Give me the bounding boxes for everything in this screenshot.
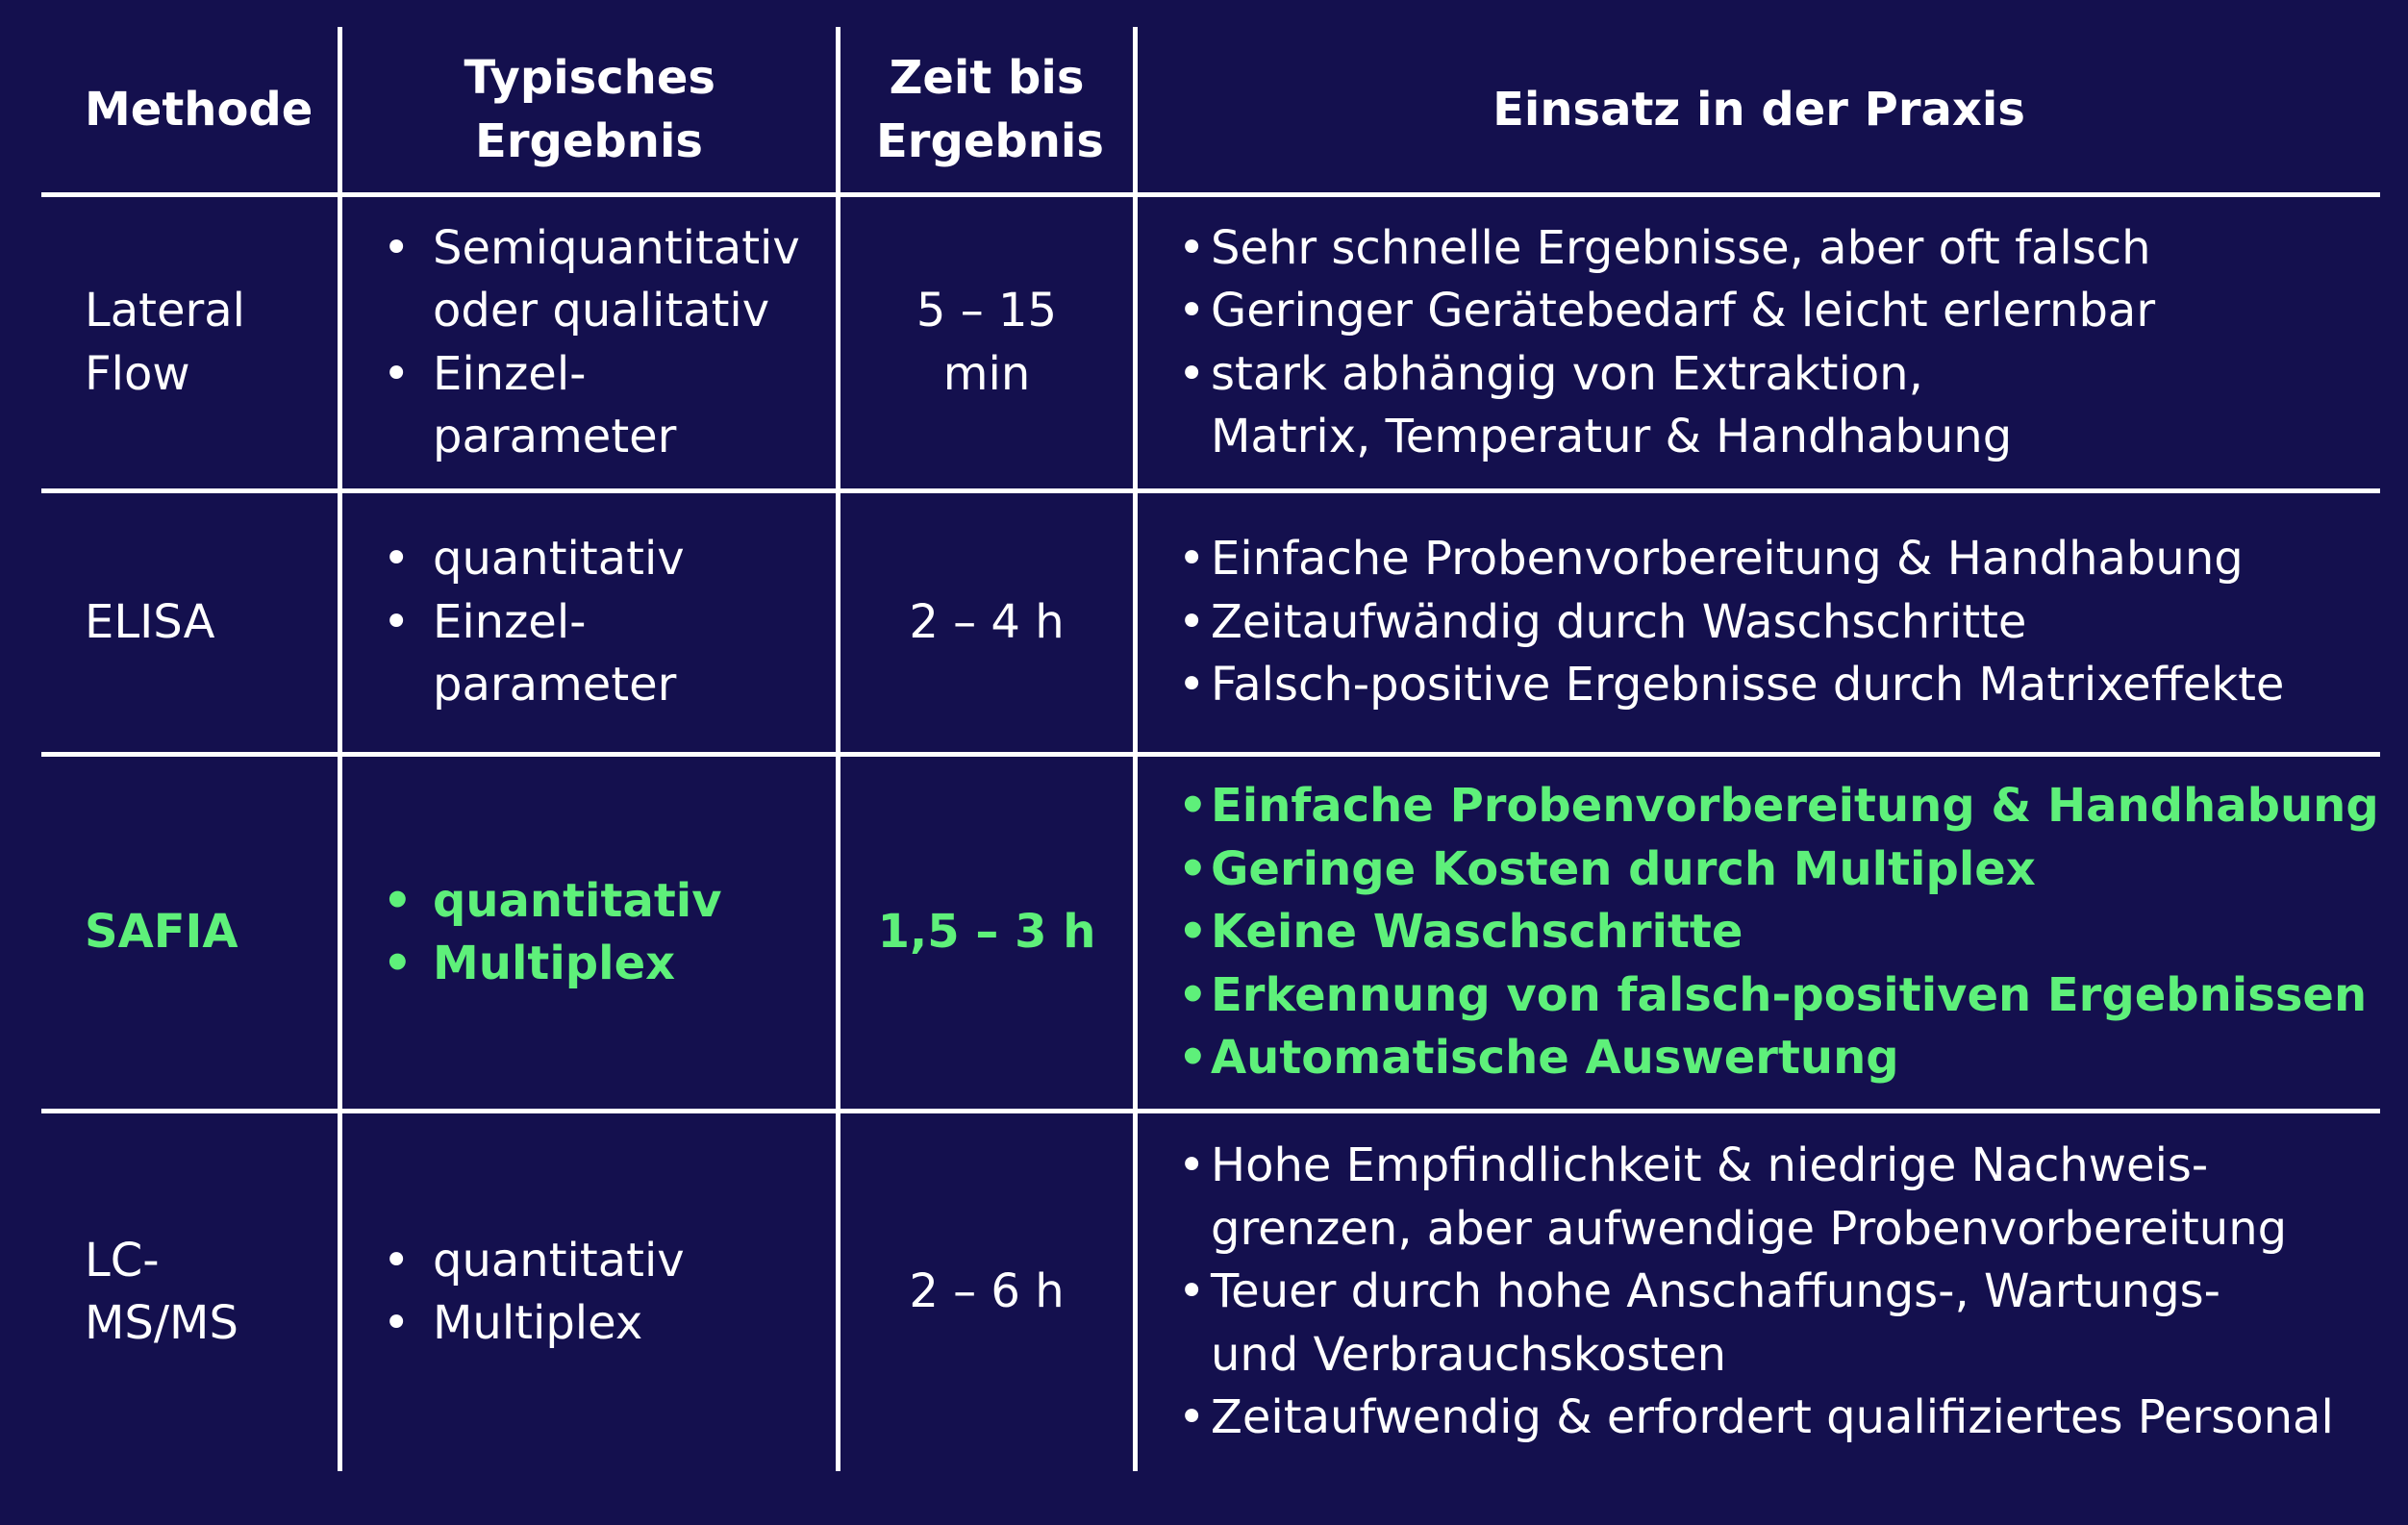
table-row-time: 5 – 15 min bbox=[916, 284, 1058, 401]
list-item: • quantitativ bbox=[383, 1230, 685, 1293]
table-row-result bbox=[383, 493, 835, 752]
header-practice: Einsatz in der Praxis bbox=[1492, 83, 2025, 137]
list-item: • Zeitaufwendig & erfordert qualifiziertes Personal bbox=[1178, 1387, 2334, 1450]
table-row-practice bbox=[1178, 1113, 2380, 1471]
header-method: Methode bbox=[85, 83, 314, 137]
header-time: Zeit bis Ergebnis bbox=[876, 51, 1104, 168]
column-divider-3 bbox=[1133, 27, 1138, 1471]
list-item: • Zeitaufwändig durch Waschschritte bbox=[1178, 591, 2284, 655]
column-divider-1 bbox=[338, 27, 342, 1471]
table-row-method: SAFIA bbox=[85, 905, 238, 960]
table-row-result bbox=[383, 757, 835, 1109]
list-item: • Einzel- parameter bbox=[383, 343, 683, 469]
table-row-result bbox=[383, 1113, 835, 1471]
list-item: • Automatische Auswertung bbox=[1178, 1027, 2379, 1090]
list-item: • Einzel- parameter bbox=[383, 591, 683, 717]
table-row-method: Lateral Flow bbox=[85, 284, 245, 401]
list-item: • Teuer durch hohe Anschaffungs-, Wartungs- und Verbrauchskosten bbox=[1178, 1261, 2334, 1387]
table-row-time: 1,5 – 3 h bbox=[877, 905, 1096, 960]
table-row-practice bbox=[1178, 757, 2380, 1109]
list-item: • Geringer Gerätebedarf & leicht erlernbar bbox=[1178, 280, 2155, 343]
list-item: • quantitativ bbox=[383, 528, 685, 591]
list-item: • Keine Waschschritte bbox=[1178, 901, 2379, 964]
list-item: • Falsch-positive Ergebnisse durch Matrixeffekte bbox=[1178, 654, 2284, 717]
header-result: Typisches Ergebnis bbox=[464, 51, 715, 168]
table-row-method: ELISA bbox=[85, 594, 215, 649]
table-row-time: 2 – 6 h bbox=[909, 1264, 1065, 1319]
list-item: • Sehr schnelle Ergebnisse, aber oft falsch bbox=[1178, 217, 2155, 281]
list-item: • Multiplex bbox=[383, 933, 722, 996]
list-item: • Einfache Probenvorbereitung & Handhabung bbox=[1178, 775, 2379, 838]
list-item: • Hohe Empfindlichkeit & niedrige Nachweis- grenzen, aber aufwendige Probenvorbereitung bbox=[1178, 1135, 2334, 1261]
table-row-practice bbox=[1178, 197, 2380, 488]
table-row-result bbox=[383, 197, 835, 488]
list-item: • Erkennung von falsch-positiven Ergebnissen bbox=[1178, 964, 2379, 1028]
table-row-practice bbox=[1178, 493, 2380, 752]
table-row-time: 2 – 4 h bbox=[909, 594, 1065, 649]
list-item: • Einfache Probenvorbereitung & Handhabung bbox=[1178, 528, 2284, 591]
list-item: • Semiquantitativ oder qualitativ bbox=[383, 217, 817, 343]
list-item: • Geringe Kosten durch Multiplex bbox=[1178, 838, 2379, 902]
table-row-method: LC- MS/MS bbox=[85, 1233, 238, 1350]
list-item: • Multiplex bbox=[383, 1292, 685, 1356]
list-item: • stark abhängig von Extraktion, Matrix, Temperatur & Handhabung bbox=[1178, 343, 2038, 469]
list-item: • quantitativ bbox=[383, 870, 722, 934]
